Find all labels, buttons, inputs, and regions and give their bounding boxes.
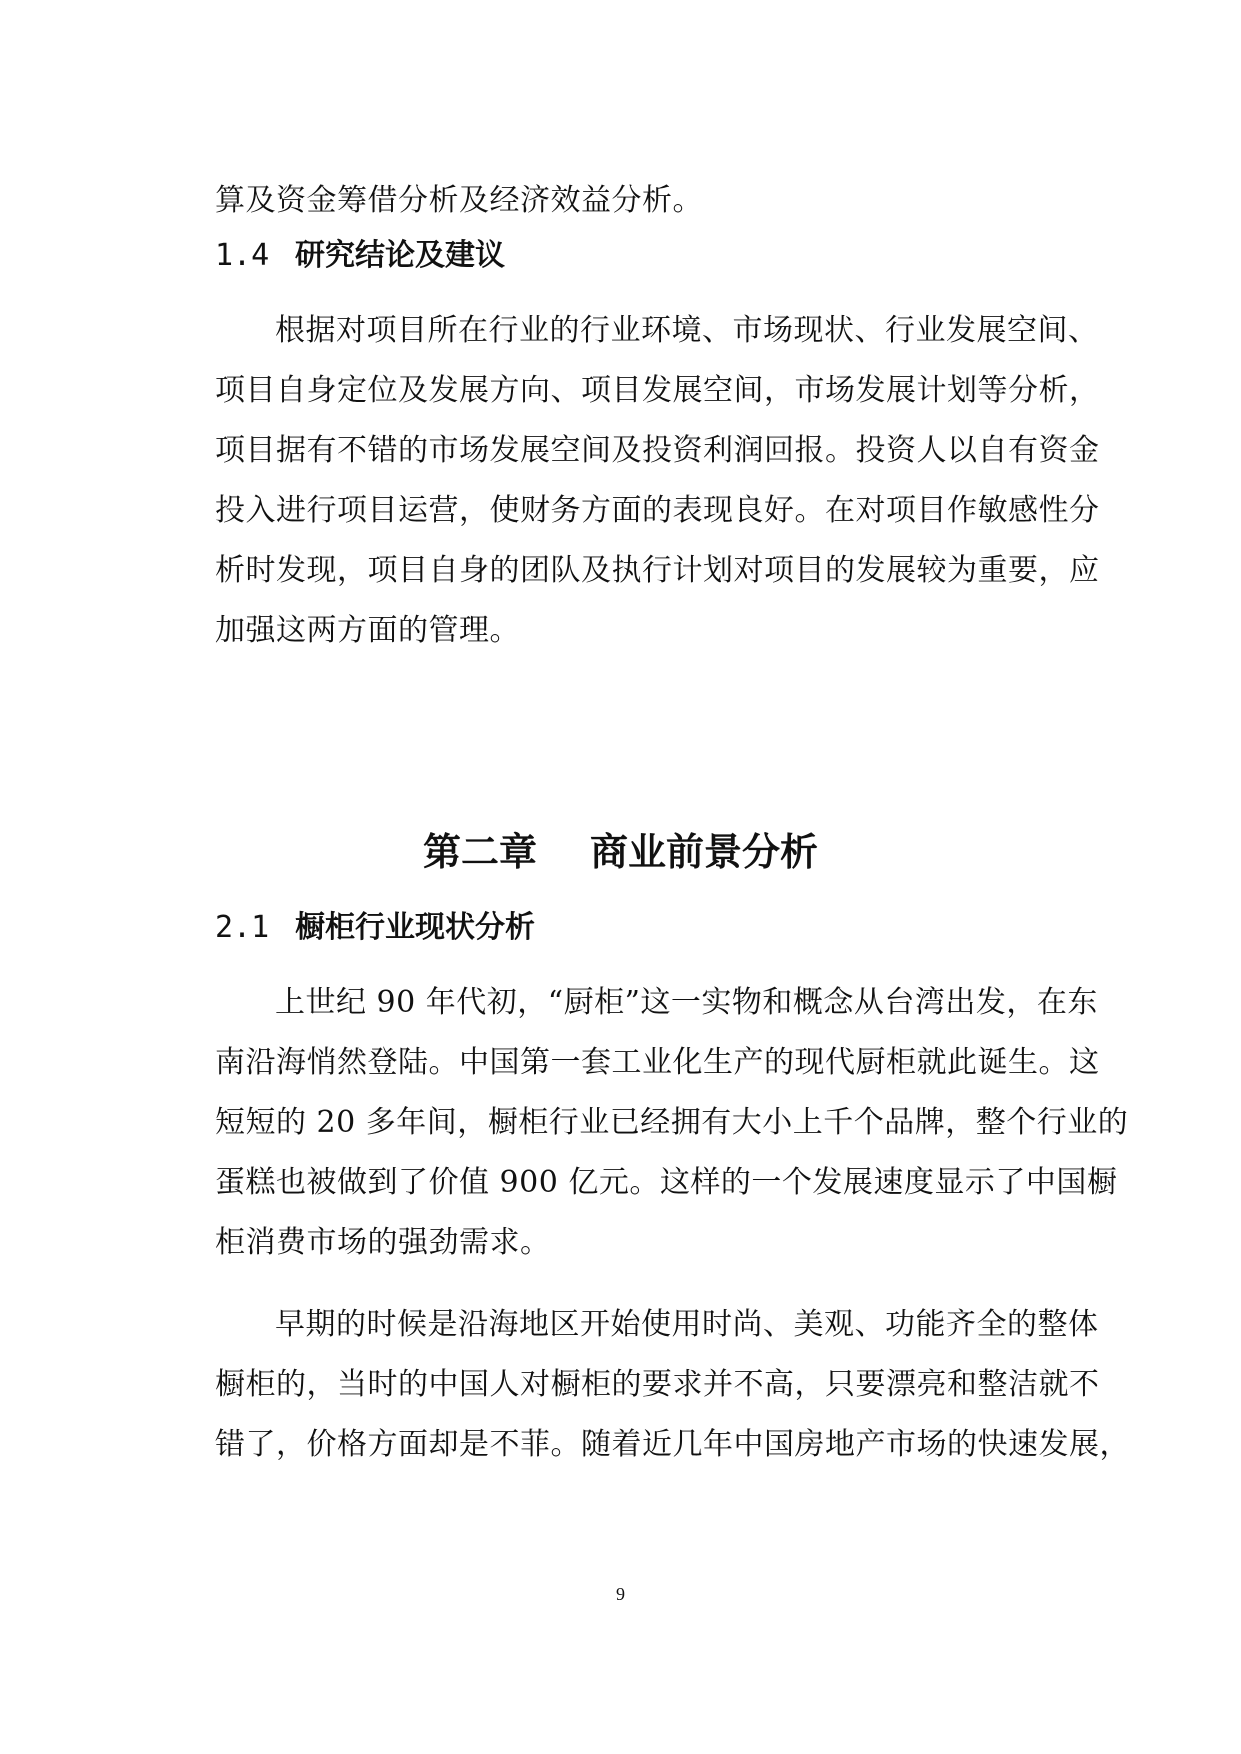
page-number: 9 [616,1584,625,1604]
section-heading-2-1 [215,910,535,946]
paragraph-line: 短短的 20 多年间，橱柜行业已经拥有大小上千个品牌，整个行业的 [215,1105,1129,1140]
paragraph-line: 项目据有不错的市场发展空间及投资利润回报。投资人以自有资金 [215,433,1100,468]
paragraph-line: 橱柜的，当时的中国人对橱柜的要求并不高，只要漂亮和整洁就不 [215,1367,1100,1402]
paragraph-line: 根据对项目所在行业的行业环境、市场现状、行业发展空间、 [275,313,1099,348]
paragraph-line: 上世纪 90 年代初，“厨柜”这一实物和概念从台湾出发，在东 [275,985,1098,1020]
section-title: 研究结论及建议 [295,238,505,273]
chapter-title: 第二章 商业前景分析 [423,830,818,874]
paragraph-line: 加强这两方面的管理。 [215,613,520,648]
paragraph-line: 错了，价格方面却是不菲。随着近几年中国房地产市场的快速发展， [215,1427,1130,1462]
paragraph-line: 早期的时候是沿海地区开始使用时尚、美观、功能齐全的整体 [275,1307,1099,1342]
section-title: 橱柜行业现状分析 [295,910,535,945]
paragraph-line: 项目自身定位及发展方向、项目发展空间，市场发展计划等分析， [215,373,1100,408]
paragraph-line: 蛋糕也被做到了价值 900 亿元。这样的一个发展速度显示了中国橱 [215,1165,1118,1200]
section-heading-1-4 [215,238,505,274]
paragraph-line: 算及资金筹借分析及经济效益分析。 [215,183,703,218]
paragraph-line: 南沿海悄然登陆。中国第一套工业化生产的现代厨柜就此诞生。这 [215,1045,1100,1080]
paragraph-line: 析时发现，项目自身的团队及执行计划对项目的发展较为重要，应 [215,553,1100,588]
paragraph-line: 柜消费市场的强劲需求。 [215,1225,551,1260]
section-number: 2.1 [215,910,270,945]
section-number: 1.4 [215,238,270,273]
paragraph-line: 投入进行项目运营，使财务方面的表现良好。在对项目作敏感性分 [215,493,1100,528]
